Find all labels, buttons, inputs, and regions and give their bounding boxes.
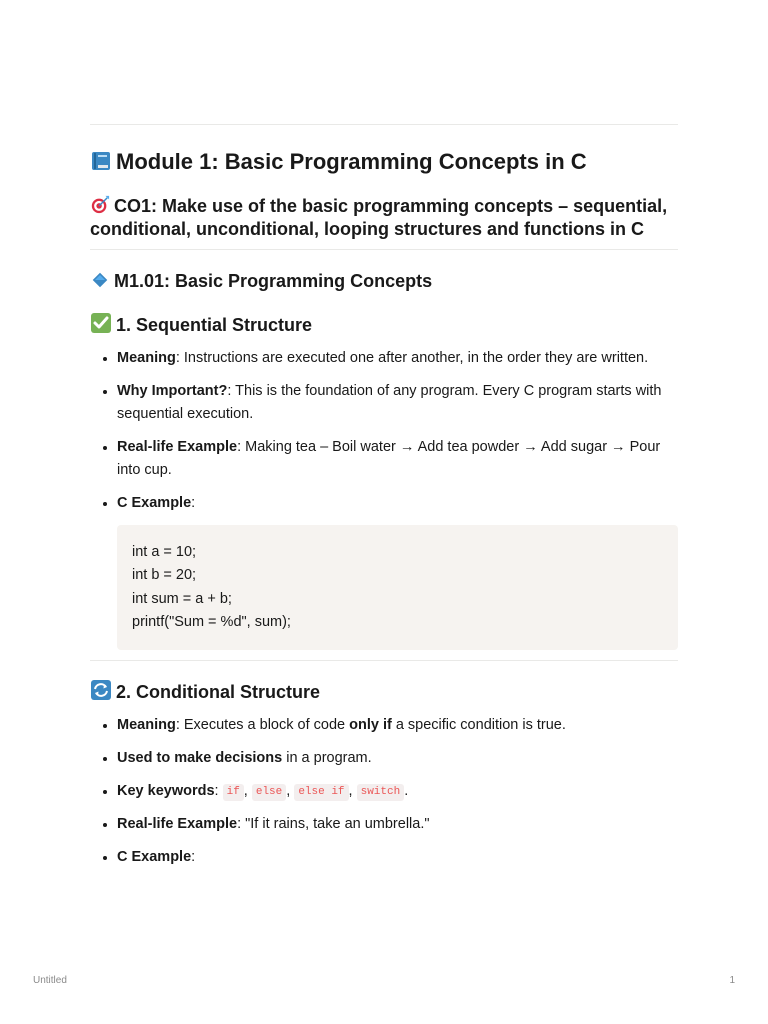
- code-line: printf("Sum = %d", sum);: [132, 613, 291, 630]
- course-outcome: [90, 195, 678, 241]
- list-item: [117, 813, 678, 836]
- module-title-text: Module 1: Basic Programming Concepts in C: [116, 149, 587, 174]
- course-outcome-text: CO1: Make use of the basic programming concepts – sequential, conditional, unconditional, looping structures and functions in C: [90, 196, 668, 239]
- keyword-code: else if: [294, 784, 348, 801]
- why-important-text: : This is the foundation of any program. Every C program starts with sequential execution.: [117, 383, 662, 422]
- list-item: [117, 347, 678, 370]
- section-heading: [90, 269, 678, 293]
- meaning-text: : Executes a block of code: [175, 717, 350, 734]
- section-divider: [90, 660, 678, 661]
- keyword-code: else: [252, 784, 286, 801]
- keywords-colon: :: [214, 783, 223, 800]
- top-divider: [90, 124, 678, 125]
- list-item: [117, 436, 678, 482]
- section-heading-text: M1.01: Basic Programming Concepts: [114, 271, 433, 291]
- c-example-label: C Example: [117, 849, 192, 866]
- meaning-text: a specific condition is true.: [391, 717, 566, 734]
- keyword-separator: ,: [243, 783, 252, 800]
- sequential-list: [90, 347, 678, 515]
- blue-diamond-icon: [90, 270, 110, 290]
- code-block[interactable]: [117, 525, 678, 650]
- code-line: int b = 20;: [132, 567, 197, 584]
- real-life-text: : Making tea – Boil water → Add tea powder → Add sugar → Pour into cup.: [117, 439, 661, 478]
- real-life-label: Real-life Example: [117, 816, 238, 833]
- conditional-list: [90, 714, 678, 869]
- list-item: [117, 714, 678, 737]
- why-important-label: Why Important?: [117, 383, 228, 399]
- real-life-label: Real-life Example: [117, 439, 238, 455]
- decisions-text: in a program.: [282, 750, 372, 767]
- list-item: [117, 492, 678, 515]
- repeat-arrows-icon: [90, 679, 112, 701]
- check-mark-icon: [90, 312, 112, 334]
- keyword-separator: ,: [348, 783, 357, 800]
- keyword-code: if: [223, 784, 244, 801]
- meaning-emphasis: only if: [349, 717, 392, 734]
- footer-title: Untitled: [33, 975, 67, 986]
- sequential-heading-text: 1. Sequential Structure: [116, 315, 313, 335]
- meaning-label: Meaning: [117, 350, 176, 366]
- target-icon: [90, 195, 110, 215]
- meaning-text: : Instructions are executed one after another, in the order they are written.: [175, 350, 649, 366]
- conditional-heading: [90, 679, 678, 704]
- c-example-label: C Example: [117, 495, 192, 511]
- list-item: [117, 747, 678, 770]
- c-example-colon: :: [191, 849, 196, 866]
- module-title: [90, 147, 678, 177]
- section-divider: [90, 249, 678, 250]
- page-number: 1: [729, 975, 735, 986]
- real-life-text: : "If it rains, take an umbrella.": [237, 816, 430, 833]
- sequential-heading: [90, 312, 678, 337]
- key-keywords-label: Key keywords: [117, 783, 215, 800]
- keywords-end: .: [404, 783, 409, 800]
- code-line: int a = 10;: [132, 544, 197, 560]
- document-page: [90, 124, 678, 879]
- keyword-separator: ,: [286, 783, 295, 800]
- blue-book-icon: [90, 150, 112, 172]
- c-example-colon: :: [191, 495, 196, 511]
- code-line: int sum = a + b;: [132, 590, 232, 607]
- keyword-code: switch: [357, 784, 405, 801]
- list-item: [117, 846, 678, 869]
- list-item: [117, 380, 678, 426]
- list-item: [117, 780, 678, 803]
- decisions-label: Used to make decisions: [117, 750, 283, 767]
- meaning-label: Meaning: [117, 717, 176, 734]
- conditional-heading-text: 2. Conditional Structure: [116, 682, 321, 703]
